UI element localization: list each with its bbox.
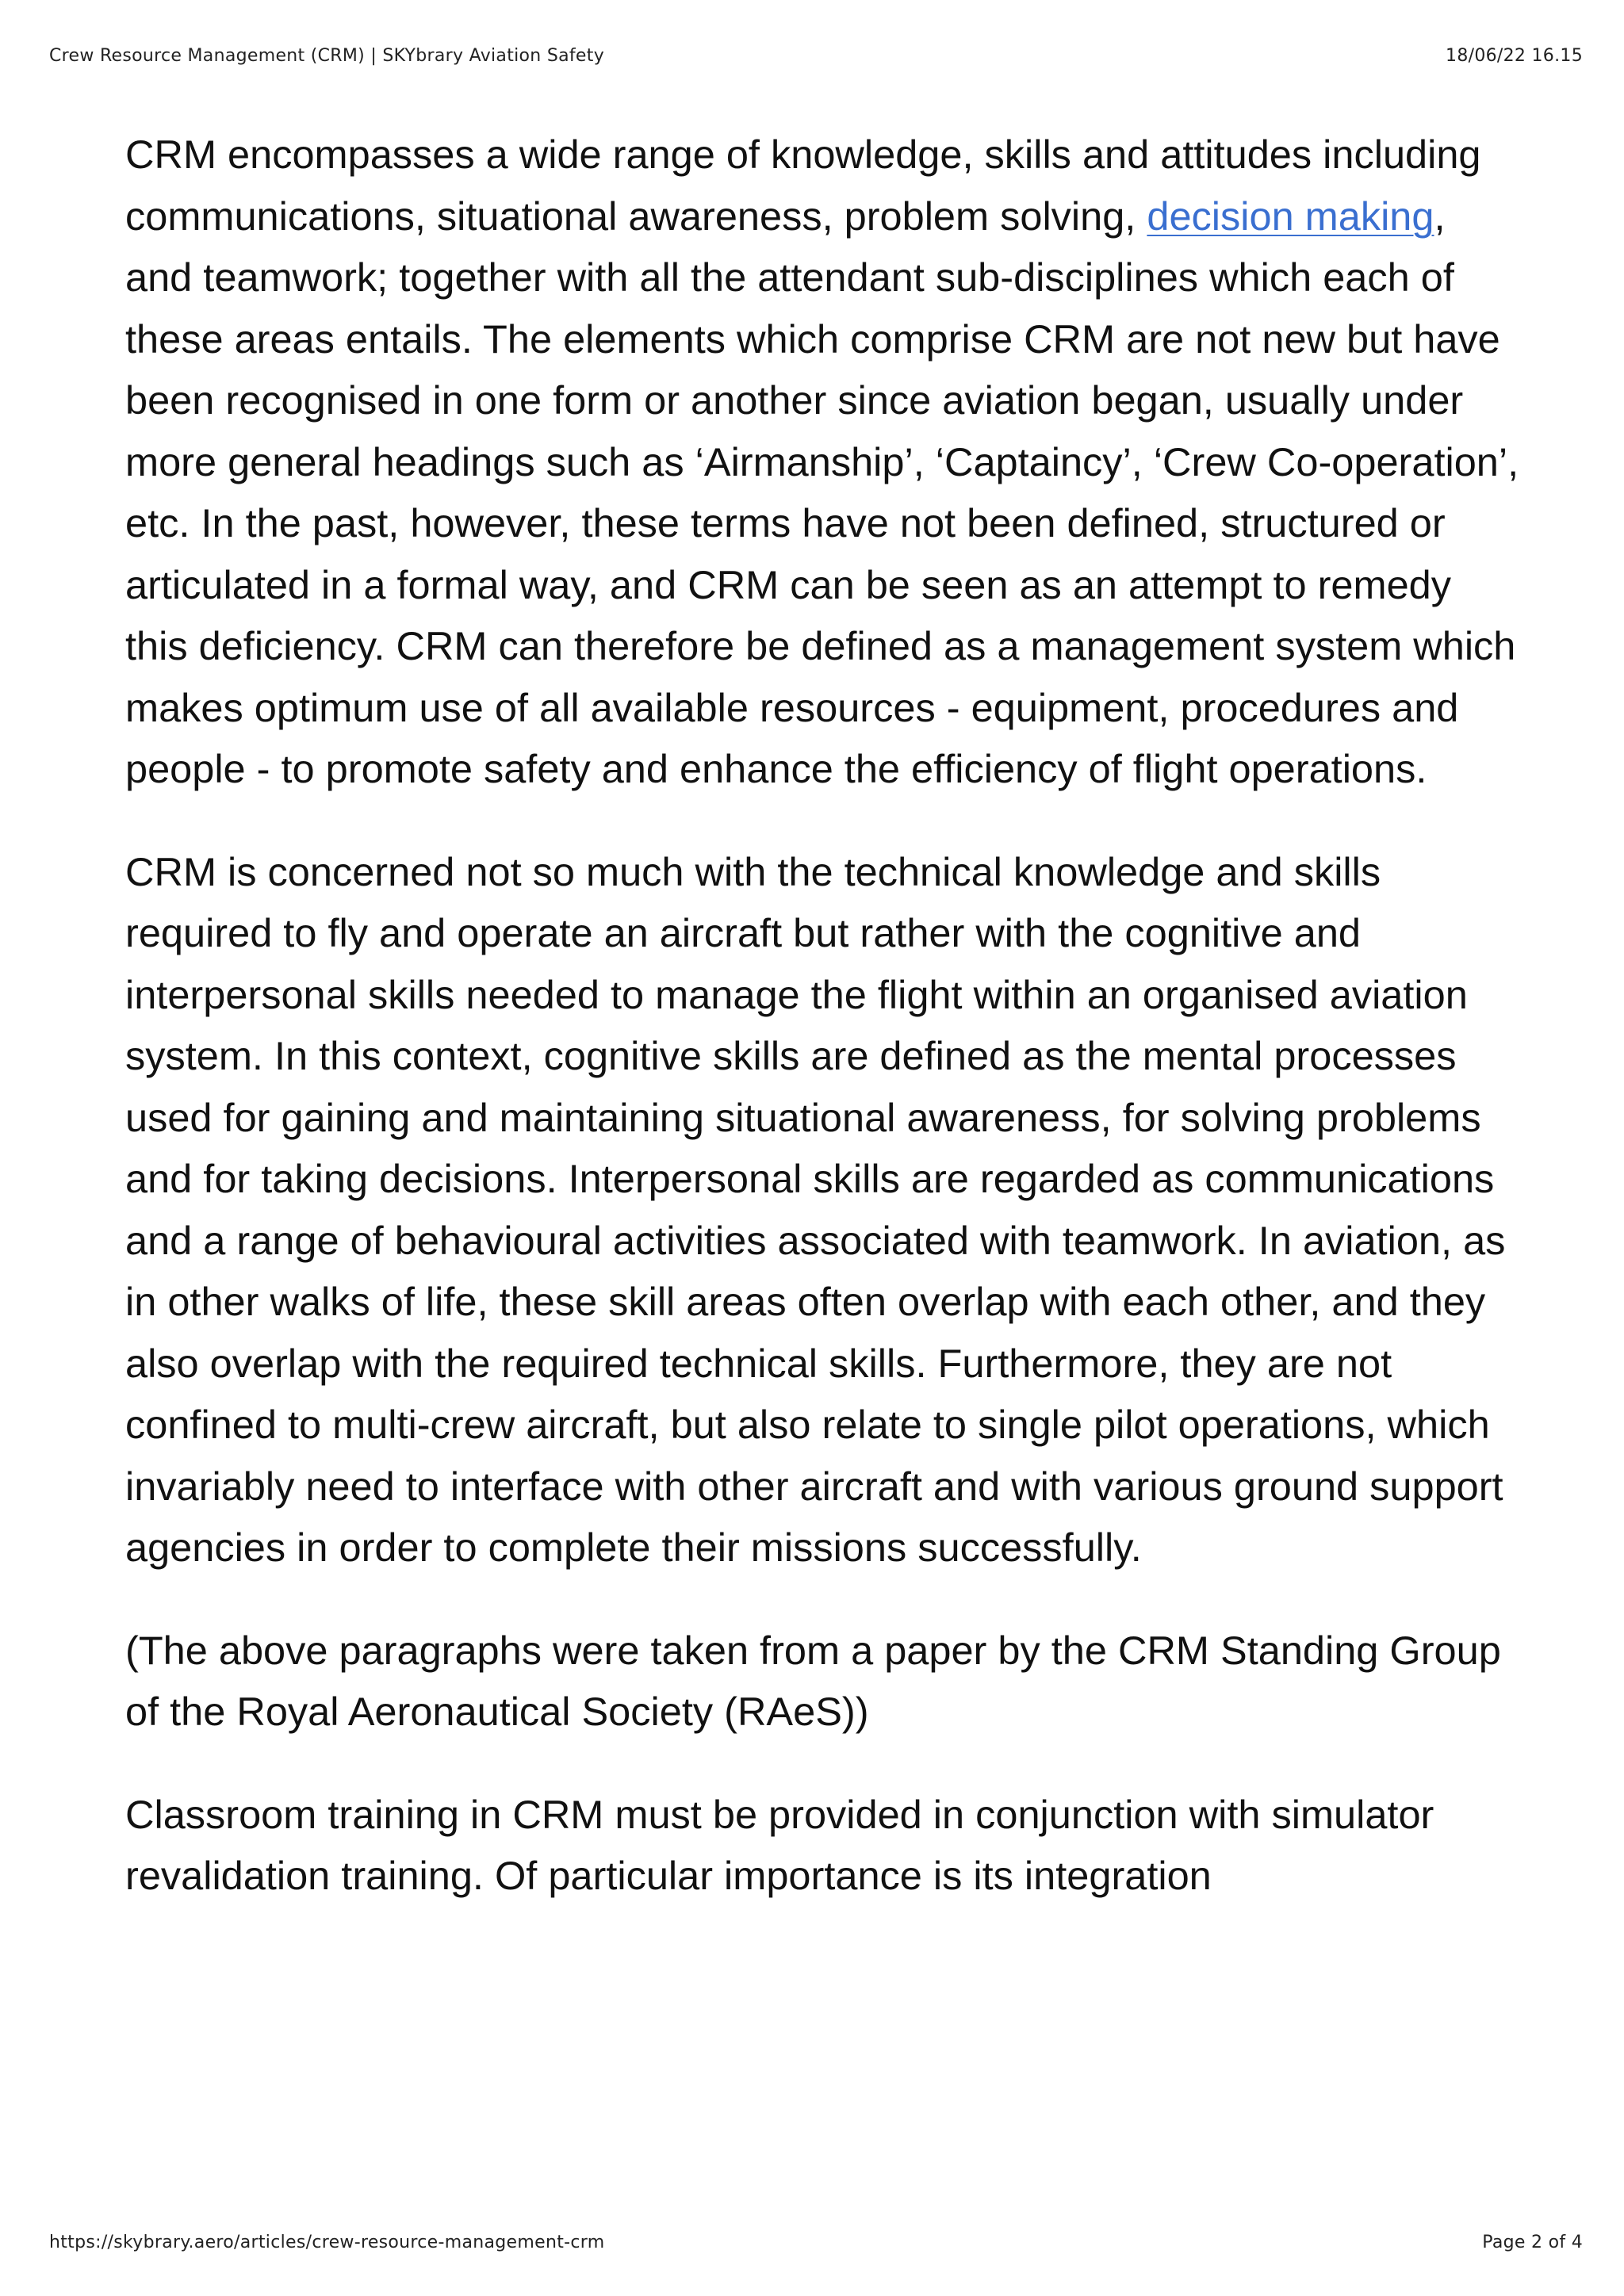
paragraph-crm-definition [125, 124, 1521, 800]
page-title: Crew Resource Management (CRM) | SKYbrary Aviation Safety [49, 46, 605, 66]
page-number: Page 2 of 4 [1482, 2233, 1583, 2252]
print-header [49, 46, 1583, 66]
decision-making-link[interactable]: decision making [1147, 193, 1434, 239]
paragraph-text: , and teamwork; together with all the attendant sub-disciplines which each of these areas entails. The elements which comprise CRM are not new but have been recognised in one form or another since aviation began, usually under more general headings such as ‘Airmanship’, ‘Captaincy’, ‘Crew Co-operation’, etc. In the past, however, these terms have not been defined, structured or articulated in a formal way, and CRM can be seen as an attempt to remedy this deficiency. CRM can therefore be defined as a management system which makes optimum use of all available resources - equipment, procedures and people - to promote safety and enhance the efficiency of flight operations. [125, 193, 1519, 791]
paragraph-classroom-training: Classroom training in CRM must be provided in conjunction with simulator revalidation training. Of particular importance is its integration [125, 1791, 1434, 1898]
paragraph-crm-skills: CRM is concerned not so much with the technical knowledge and skills required to fly and operate an aircraft but rather with the cognitive and interpersonal skills needed to manage the flight within an organised aviation system. In this context, cognitive skills are defined as the mental processes used for gaining and maintaining situational awareness, for solving problems and for taking decisions. Interpersonal skills are regarded as communications and a range of behavioural activities associated with teamwork. In aviation, as in other walks of life, these skill areas often overlap with each other, and they also overlap with the required technical skills. Furthermore, they are not confined to multi-crew aircraft, but also relate to single pilot operations, which invariably need to interface with other aircraft and with various ground support agencies in order to complete their missions successfully. [125, 848, 1506, 1570]
print-datetime: 18/06/22 16.15 [1446, 46, 1583, 66]
page-url: https://skybrary.aero/articles/crew-resource-management-crm [49, 2233, 605, 2252]
paragraph-text: CRM encompasses a wide range of knowledge, skills and attitudes including communications, situational awareness, problem solving, [125, 132, 1481, 239]
print-footer [49, 2233, 1583, 2252]
paragraph-source-note: (The above paragraphs were taken from a paper by the CRM Standing Group of the Royal Aeronautical Society (RAeS)) [125, 1627, 1501, 1734]
article-body [125, 124, 1521, 1948]
